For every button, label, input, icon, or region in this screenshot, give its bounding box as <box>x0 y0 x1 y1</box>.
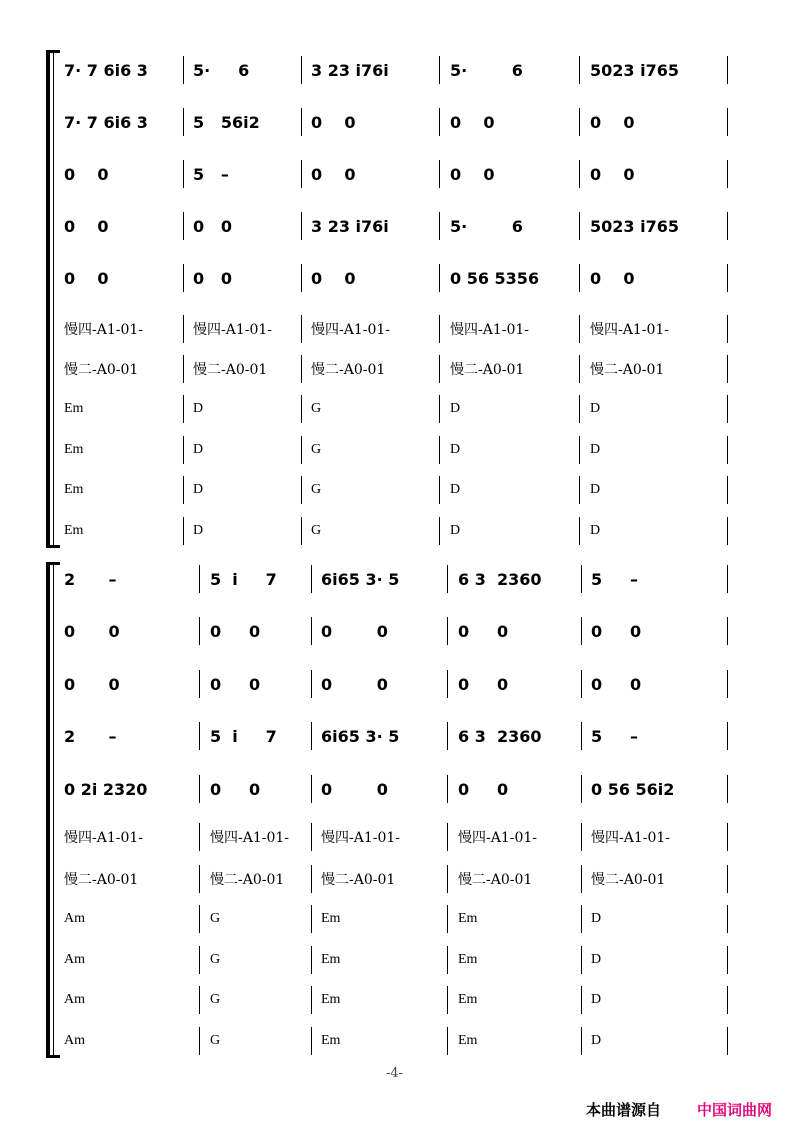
chord-row <box>0 475 793 505</box>
barline <box>447 946 448 974</box>
rhythm-label: 慢二-A0-01 <box>64 362 139 378</box>
barline <box>311 670 312 698</box>
barline <box>301 355 302 383</box>
barline <box>199 1027 200 1055</box>
measure: 5· 6 <box>450 60 523 80</box>
chord-symbol: Em <box>64 482 84 497</box>
barline <box>439 264 440 292</box>
measure: 0 0 <box>590 164 635 184</box>
measure: 0 0 <box>210 779 261 799</box>
barline <box>727 264 728 292</box>
measure: 0 0 <box>193 268 232 288</box>
barline <box>439 436 440 464</box>
barline <box>727 355 728 383</box>
measure: 0 0 <box>450 112 495 132</box>
chord-symbol: Em <box>64 523 84 538</box>
barline <box>183 264 184 292</box>
rhythm-label: 慢四-A1-01- <box>311 322 391 338</box>
barline <box>581 775 582 803</box>
barline <box>183 517 184 545</box>
barline <box>727 722 728 750</box>
measure: 0 2i 2320 <box>64 779 148 799</box>
barline <box>447 986 448 1014</box>
chord-symbol: D <box>450 523 461 538</box>
measure: 7· 7 6i6 3 <box>64 60 148 80</box>
chord-symbol: G <box>311 523 322 538</box>
barline <box>447 823 448 851</box>
score-row <box>0 263 793 293</box>
chord-symbol: Em <box>321 952 341 967</box>
score-row <box>0 616 793 646</box>
rhythm-label: 慢四-A1-01- <box>321 830 401 846</box>
barline <box>183 355 184 383</box>
barline <box>581 865 582 893</box>
chord-symbol: D <box>450 482 461 497</box>
barline <box>199 905 200 933</box>
chord-symbol: D <box>590 401 601 416</box>
barline <box>579 56 580 84</box>
barline <box>301 160 302 188</box>
measure: 6 3 2360 <box>458 569 542 589</box>
barline <box>199 775 200 803</box>
barline <box>581 565 582 593</box>
barline <box>439 108 440 136</box>
barline <box>311 775 312 803</box>
barline <box>199 823 200 851</box>
chord-symbol: Am <box>64 911 85 926</box>
barline <box>579 395 580 423</box>
barline <box>579 315 580 343</box>
measure: 0 56 5356 <box>450 268 540 288</box>
barline <box>301 108 302 136</box>
chord-symbol: D <box>591 992 602 1007</box>
barline <box>579 160 580 188</box>
measure: 6i65 3· 5 <box>321 726 400 746</box>
chord-symbol: Am <box>64 1033 85 1048</box>
rhythm-label: 慢二-A0-01 <box>450 362 525 378</box>
barline <box>727 670 728 698</box>
barline <box>311 905 312 933</box>
measure: 0 0 <box>458 674 509 694</box>
measure: 5023 i765 <box>590 60 679 80</box>
barline <box>727 565 728 593</box>
measure: 0 0 <box>321 674 388 694</box>
score-row <box>0 774 793 804</box>
chord-symbol: G <box>210 911 221 926</box>
chord-symbol: D <box>193 442 204 457</box>
score-row <box>0 721 793 751</box>
barline <box>727 1027 728 1055</box>
chord-symbol: Em <box>321 1033 341 1048</box>
chord-symbol: D <box>193 401 204 416</box>
measure: 0 0 <box>458 621 509 641</box>
measure: 0 0 <box>64 621 120 641</box>
chord-symbol: G <box>210 1033 221 1048</box>
barline <box>579 476 580 504</box>
rhythm-label: 慢四-A1-01- <box>450 322 530 338</box>
chord-symbol: D <box>591 1033 602 1048</box>
chord-row <box>0 1026 793 1056</box>
barline <box>301 264 302 292</box>
chord-symbol: Em <box>458 992 478 1007</box>
chord-row <box>0 945 793 975</box>
measure: 5· 6 <box>193 60 250 80</box>
barline <box>183 436 184 464</box>
barline <box>447 775 448 803</box>
barline <box>199 617 200 645</box>
chord-symbol: D <box>450 442 461 457</box>
barline <box>727 108 728 136</box>
barline <box>183 212 184 240</box>
barline <box>579 436 580 464</box>
barline <box>301 436 302 464</box>
barline <box>439 315 440 343</box>
score-row <box>0 159 793 189</box>
barline <box>727 476 728 504</box>
chord-symbol: G <box>210 992 221 1007</box>
rhythm-label: 慢四-A1-01- <box>193 322 273 338</box>
barline <box>311 865 312 893</box>
barline <box>183 56 184 84</box>
chord-symbol: D <box>193 523 204 538</box>
measure: 0 0 <box>321 621 388 641</box>
measure: 0 0 <box>458 779 509 799</box>
barline <box>311 722 312 750</box>
barline <box>199 946 200 974</box>
chord-symbol: Em <box>458 1033 478 1048</box>
rhythm-label: 慢二-A0-01 <box>458 872 533 888</box>
barline <box>301 517 302 545</box>
rhythm-label: 慢二-A0-01 <box>311 362 386 378</box>
chord-symbol: D <box>450 401 461 416</box>
barline <box>183 315 184 343</box>
measure: 0 0 <box>193 216 232 236</box>
barline <box>581 905 582 933</box>
barline <box>199 565 200 593</box>
barline <box>311 565 312 593</box>
measure: 0 0 <box>591 674 642 694</box>
chord-row <box>0 394 793 424</box>
rhythm-label: 慢二-A0-01 <box>590 362 665 378</box>
measure: 0 0 <box>311 112 356 132</box>
barline <box>579 517 580 545</box>
chord-row <box>0 516 793 546</box>
measure: 5 – <box>591 726 638 746</box>
chord-symbol: Em <box>64 401 84 416</box>
barline <box>727 986 728 1014</box>
chord-symbol: Em <box>321 992 341 1007</box>
measure: 3 23 i76i <box>311 216 389 236</box>
barline <box>581 986 582 1014</box>
barline <box>439 517 440 545</box>
chord-symbol: Em <box>321 911 341 926</box>
barline <box>579 264 580 292</box>
barline <box>439 56 440 84</box>
barline <box>183 395 184 423</box>
rhythm-label: 慢二-A0-01 <box>64 872 139 888</box>
barline <box>199 986 200 1014</box>
barline <box>727 617 728 645</box>
barline <box>727 517 728 545</box>
measure: 0 0 <box>64 674 120 694</box>
barline <box>727 160 728 188</box>
barline <box>439 160 440 188</box>
measure: 0 0 <box>64 216 109 236</box>
chord-symbol: D <box>590 482 601 497</box>
barline <box>727 395 728 423</box>
measure: 5 i 7 <box>210 726 277 746</box>
pattern-row <box>0 864 793 894</box>
rhythm-label: 慢四-A1-01- <box>210 830 290 846</box>
barline <box>183 160 184 188</box>
page-number: -4- <box>386 1066 404 1081</box>
barline <box>311 946 312 974</box>
barline <box>311 1027 312 1055</box>
barline <box>579 212 580 240</box>
chord-symbol: Am <box>64 992 85 1007</box>
barline <box>439 395 440 423</box>
barline <box>447 722 448 750</box>
barline <box>439 355 440 383</box>
barline <box>447 905 448 933</box>
barline <box>579 355 580 383</box>
barline <box>581 823 582 851</box>
rhythm-label: 慢二-A0-01 <box>193 362 268 378</box>
barline <box>311 823 312 851</box>
barline <box>447 565 448 593</box>
measure: 0 0 <box>590 268 635 288</box>
barline <box>447 1027 448 1055</box>
measure: 0 0 <box>64 164 109 184</box>
barline <box>581 1027 582 1055</box>
barline <box>727 775 728 803</box>
pattern-row <box>0 354 793 384</box>
barline <box>581 617 582 645</box>
barline <box>183 108 184 136</box>
rhythm-label: 慢二-A0-01 <box>210 872 285 888</box>
chord-symbol: D <box>590 523 601 538</box>
barline <box>301 212 302 240</box>
chord-row <box>0 435 793 465</box>
barline <box>727 315 728 343</box>
score-row <box>0 107 793 137</box>
barline <box>199 865 200 893</box>
barline <box>311 617 312 645</box>
rhythm-label: 慢四-A1-01- <box>458 830 538 846</box>
barline <box>199 722 200 750</box>
score-row <box>0 669 793 699</box>
measure: 2 – <box>64 726 117 746</box>
barline <box>581 946 582 974</box>
measure: 0 0 <box>450 164 495 184</box>
barline <box>727 436 728 464</box>
chord-symbol: D <box>193 482 204 497</box>
measure: 5 i 7 <box>210 569 277 589</box>
measure: 5 56i2 <box>193 112 260 132</box>
chord-symbol: G <box>311 442 322 457</box>
barline <box>727 865 728 893</box>
bracket-hook-top <box>46 50 60 53</box>
barline <box>581 722 582 750</box>
rhythm-label: 慢四-A1-01- <box>64 830 144 846</box>
measure: 0 0 <box>64 268 109 288</box>
barline <box>447 865 448 893</box>
measure: 0 0 <box>591 621 642 641</box>
barline <box>727 212 728 240</box>
chord-symbol: G <box>210 952 221 967</box>
barline <box>447 617 448 645</box>
rhythm-label: 慢二-A0-01 <box>591 872 666 888</box>
barline <box>301 56 302 84</box>
measure: 3 23 i76i <box>311 60 389 80</box>
measure: 6 3 2360 <box>458 726 542 746</box>
barline <box>581 670 582 698</box>
chord-symbol: Em <box>458 911 478 926</box>
measure: 0 0 <box>321 779 388 799</box>
barline <box>727 823 728 851</box>
source-label: 本曲谱源自 <box>586 1101 662 1119</box>
measure: 5 – <box>591 569 638 589</box>
chord-symbol: D <box>591 952 602 967</box>
chord-symbol: Am <box>64 952 85 967</box>
barline <box>727 905 728 933</box>
barline <box>301 395 302 423</box>
barline <box>199 670 200 698</box>
rhythm-label: 慢四-A1-01- <box>64 322 144 338</box>
barline <box>727 56 728 84</box>
measure: 5023 i765 <box>590 216 679 236</box>
measure: 2 – <box>64 569 117 589</box>
source-site-link[interactable]: 中国词曲网 <box>697 1101 773 1119</box>
rhythm-label: 慢四-A1-01- <box>591 830 671 846</box>
barline <box>439 476 440 504</box>
barline <box>301 315 302 343</box>
barline <box>727 946 728 974</box>
measure: 7· 7 6i6 3 <box>64 112 148 132</box>
measure: 0 0 <box>311 164 356 184</box>
barline <box>183 476 184 504</box>
chord-symbol: G <box>311 401 322 416</box>
chord-symbol: Em <box>458 952 478 967</box>
chord-symbol: D <box>590 442 601 457</box>
barline <box>311 986 312 1014</box>
measure: 5 – <box>193 164 229 184</box>
pattern-row <box>0 822 793 852</box>
measure: 6i65 3· 5 <box>321 569 400 589</box>
score-row <box>0 55 793 85</box>
measure: 0 0 <box>590 112 635 132</box>
barline <box>447 670 448 698</box>
chord-row <box>0 985 793 1015</box>
chord-symbol: G <box>311 482 322 497</box>
measure: 0 0 <box>311 268 356 288</box>
measure: 0 0 <box>210 621 261 641</box>
barline <box>301 476 302 504</box>
measure: 0 0 <box>210 674 261 694</box>
barline <box>579 108 580 136</box>
chord-symbol: D <box>591 911 602 926</box>
measure: 5· 6 <box>450 216 523 236</box>
chord-symbol: Em <box>64 442 84 457</box>
chord-row <box>0 904 793 934</box>
pattern-row <box>0 314 793 344</box>
rhythm-label: 慢四-A1-01- <box>590 322 670 338</box>
rhythm-label: 慢二-A0-01 <box>321 872 396 888</box>
barline <box>439 212 440 240</box>
score-row <box>0 211 793 241</box>
measure: 0 56 56i2 <box>591 779 675 799</box>
score-row <box>0 564 793 594</box>
